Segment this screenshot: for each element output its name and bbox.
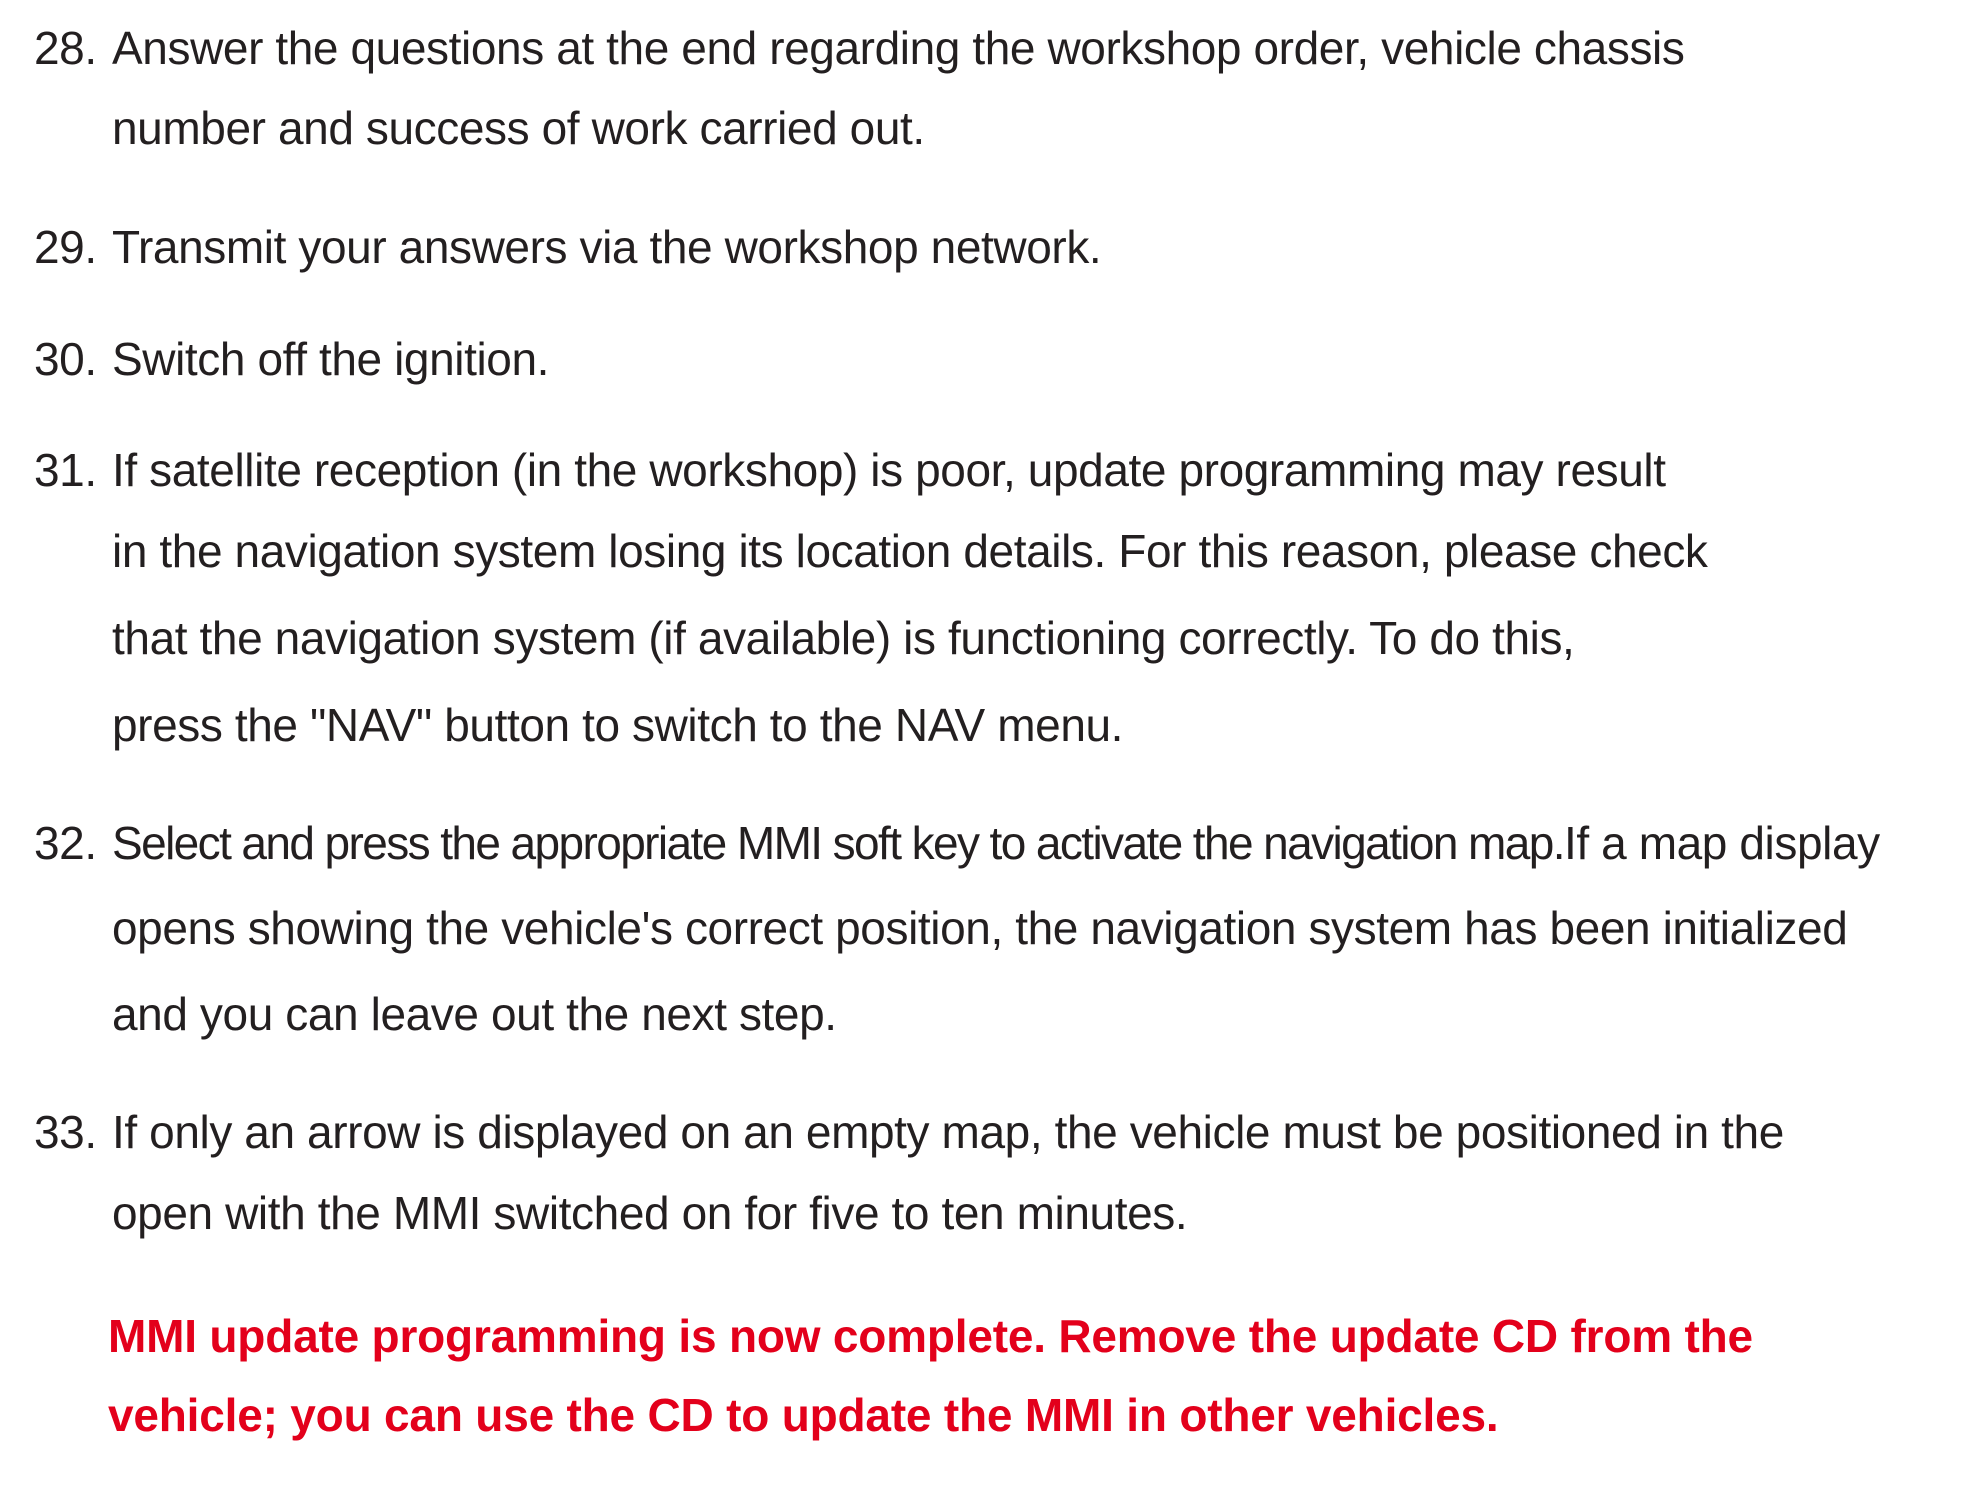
step-text-line: press the "NAV" button to switch to the NAV menu. [112,699,1124,751]
note-line: MMI update programming is now complete. Remove the update CD from the [108,1310,1753,1362]
step-number: 30. [34,333,97,385]
step-text-line: opens showing the vehicle's correct position, the navigation system has been initialized [112,902,1848,954]
step-text-line: and you can leave out the next step. [112,988,837,1040]
step-text-line: If satellite reception (in the workshop) is poor, update programming may result [112,444,1666,496]
step-text-line: If only an arrow is displayed on an empty map, the vehicle must be positioned in the [112,1106,1784,1158]
step-number: 33. [34,1106,97,1158]
step-number: 31. [34,444,97,496]
step-text-line: open with the MMI switched on for five to ten minutes. [112,1187,1188,1239]
step-text-line: in the navigation system losing its location details. For this reason, please check [112,525,1708,577]
step-text-line: that the navigation system (if available) is functioning correctly. To do this, [112,612,1575,664]
step-text-line: number and success of work carried out. [112,102,925,154]
step-text-line: If a map display [1564,817,1880,869]
step-number: 29. [34,221,97,273]
step-text-line: Answer the questions at the end regarding the workshop order, vehicle chassis [112,22,1685,74]
note-line: vehicle; you can use the CD to update the MMI in other vehicles. [108,1389,1499,1441]
step-text-line: Select and press the appropriate MMI soft key to activate the navigation map. [112,817,1564,869]
step-text-line: Transmit your answers via the workshop network. [112,221,1102,273]
step-number: 32. [34,817,97,869]
step-text-line: Switch off the ignition. [112,333,550,385]
step-number: 28. [34,22,97,74]
